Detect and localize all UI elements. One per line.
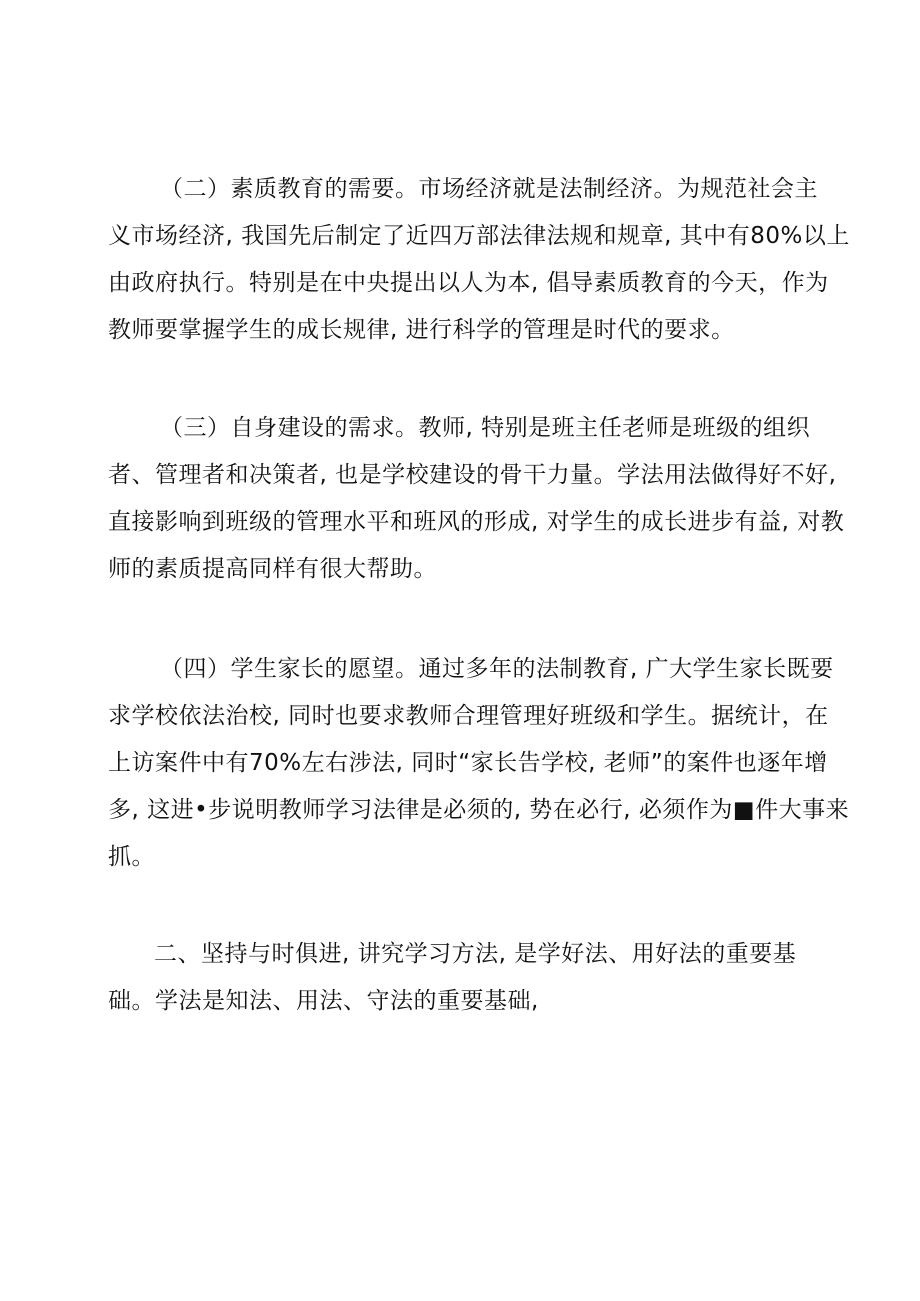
text-line: 义市场经济, 我国先后制定了近四万部法律法规和规章, 其中有80%以上 [108, 223, 850, 249]
paragraph-self-building [108, 405, 845, 593]
text-line: 师的素质提高同样有很大帮助。 [108, 556, 437, 582]
text-line: （三）自身建设的需求。教师, 特别是班主任老师是班级的组织 [160, 415, 811, 441]
paragraph-quality-education [108, 166, 850, 354]
text-line: 求学校依法治校, 同时也要求教师合理管理好班级和学生。据统计，在 [108, 703, 829, 729]
text-line: 抓。 [108, 844, 155, 870]
text-line: 由政府执行。特别是在中央提出以人为本, 倡导素质教育的今天，作为 [108, 270, 829, 296]
text-line: 上访案件中有70%左右涉法, 同时“家长告学校, 老师”的案件也逐年增 [108, 750, 828, 776]
paragraph-parents-wish [108, 646, 850, 881]
text-line: 多, 这进•步说明教师学习法律是必须的, 势在必行, 必须作为■件大事来 [108, 797, 850, 823]
text-line: 教师要掌握学生的成长规律, 进行科学的管理是时代的要求。 [108, 317, 735, 343]
text-line: （二）素质教育的需要。市场经济就是法制经济。为规范社会主 [160, 176, 818, 202]
text-line: （四）学生家长的愿望。通过多年的法制教育, 广大学生家长既要 [160, 656, 834, 682]
paragraph-section-two [108, 931, 824, 1025]
text-line: 者、管理者和决策者, 也是学校建设的骨干力量。学法用法做得好不好, [108, 462, 837, 488]
text-line: 础。学法是知法、用法、守法的重要基础, [108, 988, 539, 1014]
section-heading-line: 二、坚持与时俱进, 讲究学习方法, 是学好法、用好法的重要基 [154, 941, 797, 967]
text-line: 直接影响到班级的管理水平和班风的形成, 对学生的成长进步有益, 对教 [108, 509, 845, 535]
